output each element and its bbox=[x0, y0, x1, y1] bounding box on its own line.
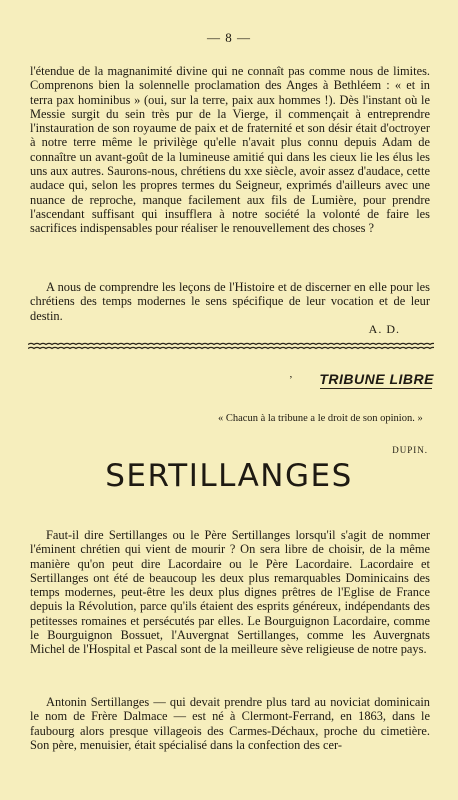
wavy-divider bbox=[28, 341, 434, 351]
rubric-underline bbox=[320, 388, 432, 389]
rubric-ornament: ʼ bbox=[289, 374, 293, 386]
paragraph-intro bbox=[30, 64, 430, 236]
paragraph-text: Faut-il dire Sertillanges ou le Père Sertillanges lorsqu'il s'agit de nommer l'éminent chrétien qui vient de mourir ? On sera libre de choisir, de la même manière qu'on peut dire Lacordaire ou le Père Lacordaire. Lacordaire et Sertillanges ont été de beaucoup les deux plus remarquables Dominicains des temps modernes, peut-être les deux plus dignes prêtres de l'Eglise de France depuis la Révolution, parce qu'ils étaient des esprits généreux, indépendants des petitesses romaines et persécutés par elles. Le Bourguignon Lacordaire, comme le Bourguignon Bossuet, l'Auvergnat Sertillanges, comme les Auvergnats Michel de l'Hospital et Pascal sont de la meilleure sève religieuse de notre pays. bbox=[30, 528, 430, 657]
paragraph-text: l'étendue de la magnanimité divine qui ne connaît pas comme nous de limites. Comprenons bien la solennelle proclamation des Anges à Bethléem : « et in terra pax hominibus » (oui, sur la terre, paix aux hommes !). Dès l'instant où le Messie surgit du sein très pur de la Vierge, il commençait à entreprendre l'instauration de son royaume de paix et de fraternité et son désir était d'octroyer à notre terre même le privilège qu'elle n'avait plus connu depuis Adam de connaître un avant-goût de la lumineuse amitié qui dans les cieux lie les élus les uns aux autres. Saurons-nous, chrétiens du xxe siècle, avoir assez d'audace, cette audace qui, selon les propres termes du Seigneur, exprimés d'ailleurs avec une nuance de reproche, manque facilement aux fils de Lumière, pour prendre l'ascendant suffisant qui insufflera à notre société la volonté de faire les sacrifices indispensables pour réaliser le renouvellement des choses ? bbox=[30, 64, 430, 236]
paragraph-body-1 bbox=[30, 528, 430, 657]
paragraph-conclusion bbox=[30, 280, 430, 323]
paragraph-text: A nous de comprendre les leçons de l'Histoire et de discerner en elle pour les chrétiens des temps modernes le sens spécifique de leur vocation et de leur destin. bbox=[30, 280, 430, 323]
page-number: — 8 — bbox=[207, 30, 251, 45]
paragraph-body-2 bbox=[30, 695, 430, 752]
author-signature: A. D. bbox=[368, 322, 400, 336]
epigraph-author: DUPIN. bbox=[392, 445, 428, 455]
paragraph-text: Antonin Sertillanges — qui devait prendre plus tard au noviciat dominicain le nom de Frère Dalmace — est né à Clermont-Ferrand, en 1863, dans le faubourg alors presque villageois des Carmes-Déchaux, proche du cimetière. Son père, menuisier, était spécialisé dans la confection des cer- bbox=[30, 695, 430, 752]
epigraph-quote: « Chacun à la tribune a le droit de son opinion. » bbox=[218, 413, 423, 424]
section-rubric: TRIBUNE LIBRE bbox=[319, 371, 434, 387]
article-headline: SERTILLANGES bbox=[105, 458, 353, 494]
